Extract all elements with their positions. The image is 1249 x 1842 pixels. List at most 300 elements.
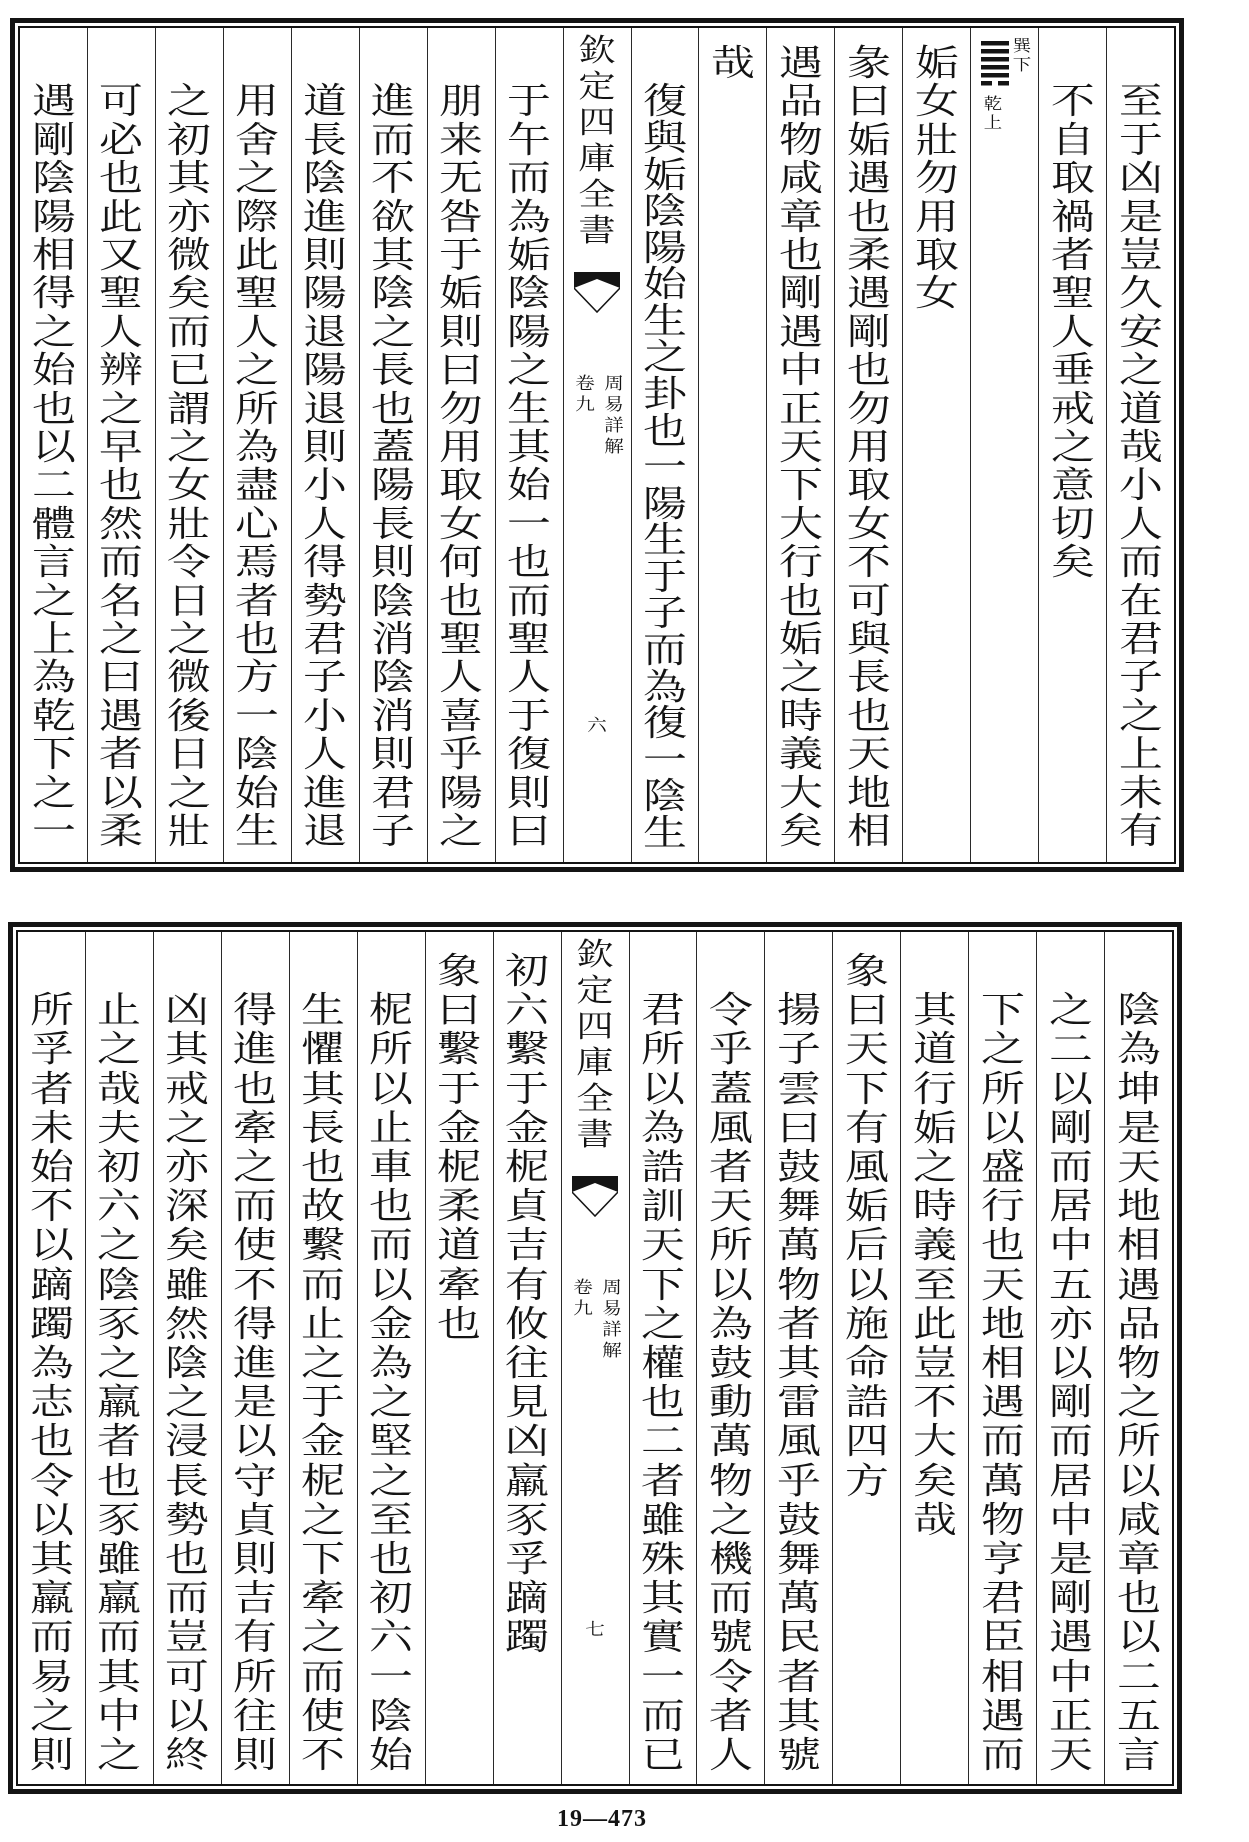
- glyph: 者: [776, 1656, 821, 1698]
- glyph: 凶: [1118, 158, 1163, 200]
- glyph: 取: [914, 235, 959, 276]
- glyph: 實: [641, 1617, 685, 1659]
- glyph: 中: [1048, 1656, 1093, 1698]
- glyph: 令: [167, 542, 212, 584]
- hexagram-yang-line: [981, 57, 1009, 62]
- column-text: [901, 932, 968, 1784]
- glyph: 之: [439, 811, 484, 852]
- glyph: 書: [578, 213, 616, 249]
- glyph: 進: [303, 196, 348, 238]
- center-strip: [562, 932, 630, 1784]
- glyph: 曰: [99, 657, 144, 699]
- glyph: 長: [371, 350, 416, 392]
- glyph: 周: [601, 1278, 622, 1298]
- glyph: 止: [97, 990, 142, 1032]
- glyph: 金: [369, 1303, 414, 1345]
- classic-text-column: [494, 932, 562, 1784]
- glyph: 貞: [233, 1499, 278, 1541]
- glyph: 姤: [507, 235, 552, 276]
- glyph: 曰: [507, 811, 552, 852]
- glyph: 柅: [301, 1460, 346, 1502]
- commentary-text-column: [88, 28, 156, 862]
- column-text: [292, 28, 359, 862]
- glyph: 姤: [844, 1186, 889, 1228]
- glyph: 女: [167, 465, 212, 507]
- glyph: 也: [369, 1186, 414, 1228]
- glyph: 繫: [437, 1029, 482, 1071]
- glyph: 六: [369, 1617, 414, 1659]
- glyph: 而: [369, 1225, 414, 1267]
- glyph: 也: [235, 619, 280, 660]
- commentary-text-column: [496, 28, 564, 862]
- glyph: 全: [578, 177, 616, 213]
- glyph: 也: [233, 1068, 278, 1110]
- glyph: 而: [507, 580, 552, 622]
- glyph: 以: [369, 1068, 414, 1110]
- column-text: [494, 932, 561, 1784]
- glyph: 生: [643, 812, 687, 854]
- glyph: 后: [844, 1225, 889, 1267]
- glyph: 小: [1118, 465, 1163, 507]
- glyph: 躅: [505, 1617, 550, 1659]
- glyph: 行: [980, 1186, 1025, 1228]
- glyph: 則: [371, 734, 416, 776]
- column-text: [428, 28, 495, 862]
- glyph: 曰: [439, 350, 484, 392]
- glyph: 長: [301, 1107, 346, 1149]
- glyph: 亦: [1048, 1303, 1093, 1345]
- glyph: 詳: [601, 1320, 622, 1340]
- glyph: 大: [912, 1421, 957, 1463]
- glyph: 无: [439, 158, 484, 200]
- glyph: 之: [778, 657, 823, 699]
- glyph: 早: [99, 427, 144, 468]
- glyph: 勢: [165, 1499, 210, 1541]
- glyph: 解: [601, 1341, 622, 1361]
- glyph: 女: [439, 503, 484, 545]
- commentary-text-column: [969, 932, 1037, 1784]
- glyph: 五: [1116, 1695, 1161, 1737]
- glyph: 以: [1048, 1343, 1093, 1384]
- glyph: 也: [980, 1225, 1025, 1267]
- glyph: 牽: [233, 1107, 278, 1149]
- glyph: 令: [708, 1656, 753, 1698]
- glyph: 陽: [507, 311, 552, 353]
- glyph: 而: [97, 1617, 142, 1659]
- glyph: 不: [1050, 81, 1095, 123]
- glyph: 人: [303, 734, 348, 776]
- glyph: 之: [235, 350, 280, 392]
- glyph: 陰: [643, 191, 687, 233]
- glyph: 喜: [439, 695, 484, 737]
- glyph: 下: [778, 465, 823, 507]
- glyph: 聖: [235, 273, 280, 315]
- glyph: 而: [1118, 542, 1163, 584]
- glyph: 陽: [643, 483, 687, 525]
- glyph: 豈: [165, 1617, 210, 1659]
- hexagram-upper-trigram-label: [981, 96, 1005, 134]
- glyph: 取: [439, 465, 484, 507]
- glyph: 後: [167, 695, 212, 737]
- glyph: 退: [303, 388, 348, 430]
- commentary-text-column: [697, 932, 765, 1784]
- glyph: 地: [1116, 1186, 1161, 1228]
- glyph: 陽: [303, 350, 348, 392]
- glyph: 也: [846, 350, 891, 392]
- glyph: 故: [301, 1186, 346, 1228]
- glyph: 為: [507, 196, 552, 238]
- glyph: 誥: [641, 1147, 685, 1188]
- glyph: 進: [233, 1029, 278, 1071]
- glyph: 陽: [371, 465, 416, 507]
- glyph: 陰: [165, 1343, 210, 1384]
- glyph: 之: [301, 1343, 346, 1384]
- glyph: 哉: [97, 1068, 142, 1110]
- glyph: 風: [776, 1421, 821, 1463]
- glyph: 姤: [778, 619, 823, 660]
- glyph: 而: [980, 1421, 1025, 1463]
- page-reference: 19—473: [557, 1806, 647, 1832]
- glyph: 誥: [844, 1382, 889, 1424]
- glyph: 施: [844, 1303, 889, 1345]
- glyph: 庫: [576, 1045, 614, 1081]
- hexagram-yang-line: [981, 65, 1009, 70]
- glyph: 然: [99, 503, 144, 545]
- glyph: 不: [371, 158, 416, 200]
- glyph: 之: [97, 1225, 142, 1267]
- glyph: 微: [167, 657, 212, 699]
- glyph: 復: [643, 81, 687, 123]
- glyph: 哉: [912, 1499, 957, 1541]
- glyph: 中: [778, 350, 823, 392]
- glyph: 萬: [980, 1460, 1025, 1502]
- glyph: 進: [371, 81, 416, 123]
- glyph: 之: [31, 772, 76, 814]
- glyph: 訓: [641, 1186, 685, 1228]
- book-title: [601, 1280, 623, 1364]
- gou-hexagram-figure: [981, 40, 1009, 90]
- glyph: 以: [980, 1107, 1025, 1149]
- glyph: 不: [912, 1382, 957, 1424]
- glyph: 君: [980, 1578, 1025, 1620]
- glyph: 而: [99, 542, 144, 584]
- glyph: 止: [301, 1303, 346, 1345]
- glyph: 心: [235, 503, 280, 545]
- glyph: 止: [369, 1107, 414, 1149]
- glyph: 子: [303, 657, 348, 699]
- glyph: 品: [778, 81, 823, 123]
- glyph: 来: [439, 119, 484, 161]
- glyph: 所: [1116, 1421, 1161, 1463]
- glyph: 懼: [301, 1029, 346, 1071]
- glyph: 中: [1048, 1499, 1093, 1541]
- glyph: 命: [844, 1343, 889, 1384]
- glyph: 聖: [507, 619, 552, 660]
- glyph: 日: [167, 734, 212, 776]
- glyph: 之: [233, 1147, 278, 1188]
- column-text: [969, 932, 1036, 1784]
- glyph: 然: [165, 1303, 210, 1345]
- glyph: 貞: [505, 1186, 550, 1228]
- glyph: 二: [1048, 1029, 1093, 1071]
- glyph: 盛: [980, 1147, 1025, 1188]
- glyph: 勿: [914, 158, 959, 200]
- glyph: 至: [369, 1499, 414, 1541]
- glyph: 上: [983, 113, 1003, 132]
- glyph: 羸: [97, 1578, 142, 1620]
- glyph: 姤: [643, 154, 687, 196]
- glyph: 卦: [643, 373, 687, 415]
- glyph: 始: [369, 1735, 414, 1776]
- glyph: 之: [507, 350, 552, 392]
- glyph: 陰: [371, 273, 416, 315]
- glyph: 章: [1116, 1539, 1161, 1580]
- glyph: 壯: [167, 503, 212, 545]
- column-text: [699, 28, 766, 862]
- glyph: 遇: [31, 81, 76, 123]
- glyph: 雖: [641, 1499, 685, 1541]
- commentary-text-column: [154, 932, 222, 1784]
- glyph: 矣: [912, 1460, 957, 1502]
- glyph: 得: [303, 542, 348, 584]
- glyph: 鼓: [708, 1343, 753, 1384]
- glyph: 已: [641, 1735, 685, 1776]
- glyph: 剛: [31, 119, 76, 161]
- glyph: 者: [97, 1421, 142, 1463]
- glyph: 者: [235, 580, 280, 622]
- glyph: 垂: [1050, 350, 1095, 392]
- glyph: 陰: [643, 776, 687, 818]
- glyph: 舞: [776, 1539, 821, 1580]
- glyph: 于: [507, 695, 552, 737]
- glyph: 章: [778, 196, 823, 238]
- glyph: 剛: [1048, 1107, 1093, 1149]
- glyph: 者: [29, 1068, 74, 1110]
- glyph: 卷: [574, 374, 595, 394]
- glyph: 四: [844, 1421, 889, 1463]
- glyph: 是: [233, 1382, 278, 1424]
- glyph: 剛: [1048, 1578, 1093, 1620]
- glyph: 則: [29, 1735, 74, 1776]
- glyph: 柅: [369, 990, 414, 1032]
- glyph: 相: [846, 811, 891, 852]
- glyph: 相: [980, 1343, 1025, 1384]
- classic-text-column: [833, 932, 901, 1784]
- glyph: 也: [641, 1382, 685, 1424]
- glyph: 遇: [1048, 1617, 1093, 1659]
- glyph: 者: [708, 1147, 753, 1188]
- column-text: [767, 28, 834, 862]
- column-text: [358, 932, 425, 1784]
- glyph: 則: [371, 542, 416, 584]
- glyph: 小: [303, 695, 348, 737]
- glyph: 在: [1118, 580, 1163, 622]
- glyph: 金: [505, 1107, 550, 1149]
- glyph: 朋: [439, 81, 484, 123]
- glyph: 之: [641, 1303, 685, 1345]
- glyph: 之: [912, 1147, 957, 1188]
- glyph: 遇: [980, 1695, 1025, 1737]
- glyph: 勢: [303, 580, 348, 622]
- glyph: 地: [980, 1303, 1025, 1345]
- glyph: 人: [708, 1735, 753, 1776]
- commentary-text-column: [360, 28, 428, 862]
- glyph: 其: [167, 158, 212, 200]
- glyph: 為: [29, 1343, 74, 1384]
- column-text: [18, 932, 85, 1784]
- glyph: 君: [303, 619, 348, 660]
- commentary-text-column: [1107, 28, 1174, 862]
- glyph: 為: [1116, 1029, 1161, 1071]
- glyph: 巽: [1012, 36, 1032, 55]
- glyph: 金: [437, 1107, 482, 1149]
- glyph: 矣: [167, 273, 212, 315]
- glyph: 義: [912, 1225, 957, 1267]
- glyph: 至: [1118, 81, 1163, 123]
- glyph: 聖: [99, 273, 144, 315]
- glyph: 之: [97, 1735, 142, 1776]
- glyph: 陽: [303, 273, 348, 315]
- glyph: 其: [371, 235, 416, 276]
- glyph: 九: [574, 395, 595, 415]
- glyph: 消: [371, 619, 416, 660]
- glyph: 卷: [572, 1278, 593, 1298]
- glyph: 之: [165, 1107, 210, 1149]
- glyph: 之: [371, 311, 416, 353]
- glyph: 用: [846, 427, 891, 468]
- glyph: 亦: [167, 196, 212, 238]
- glyph: 車: [369, 1147, 414, 1188]
- glyph: 矣: [165, 1225, 210, 1267]
- glyph: 一: [643, 447, 687, 489]
- column-text: [290, 932, 357, 1784]
- commentary-text-column: [1037, 932, 1105, 1784]
- glyph: 以: [1116, 1460, 1161, 1502]
- commentary-text-column: [222, 932, 290, 1784]
- glyph: 五: [1048, 1264, 1093, 1306]
- glyph: 全: [576, 1081, 614, 1117]
- glyph: 初: [167, 119, 212, 161]
- commentary-text-column: [290, 932, 358, 1784]
- glyph: 而: [507, 158, 552, 200]
- glyph: 大: [778, 503, 823, 545]
- glyph: 遇: [99, 695, 144, 737]
- glyph: 下: [844, 1068, 889, 1110]
- glyph: 曰: [776, 1107, 821, 1149]
- column-text: [88, 28, 155, 862]
- glyph: 令: [708, 990, 753, 1032]
- glyph: 而: [29, 1617, 74, 1659]
- column-text: [833, 932, 900, 1784]
- glyph: 子: [371, 811, 416, 852]
- glyph: 陰: [1116, 990, 1161, 1032]
- glyph: 雖: [97, 1539, 142, 1580]
- glyph: 復: [507, 734, 552, 776]
- column-text: [224, 28, 291, 862]
- glyph: 義: [778, 734, 823, 776]
- glyph: 者: [1050, 235, 1095, 276]
- glyph: 詳: [603, 416, 624, 436]
- glyph: 必: [99, 119, 144, 161]
- glyph: 往: [505, 1343, 550, 1384]
- glyph: 始: [29, 1147, 74, 1188]
- glyph: 所: [233, 1656, 278, 1698]
- glyph: 方: [235, 657, 280, 699]
- glyph: 之: [235, 158, 280, 200]
- glyph: 也: [846, 196, 891, 238]
- glyph: 之: [708, 1499, 753, 1541]
- glyph: 陰: [371, 657, 416, 699]
- glyph: 長: [371, 503, 416, 545]
- glyph: 下: [31, 734, 76, 776]
- glyph: 二: [1116, 1656, 1161, 1698]
- glyph: 則: [303, 235, 348, 276]
- glyph: 而: [165, 1578, 210, 1620]
- glyph: 以: [844, 1264, 889, 1306]
- glyph: 也: [846, 695, 891, 737]
- glyph: 人: [439, 657, 484, 699]
- column-text: [630, 932, 697, 1784]
- glyph: 道: [1118, 388, 1163, 430]
- glyph: 始: [235, 772, 280, 814]
- collection-title: [564, 33, 631, 252]
- glyph: 姤: [914, 43, 959, 84]
- glyph: 戒: [165, 1068, 210, 1110]
- glyph: 乾: [31, 695, 76, 737]
- glyph: 吉: [505, 1225, 550, 1267]
- glyph: 之: [1118, 350, 1163, 392]
- glyph: 之: [97, 1029, 142, 1071]
- glyph: 時: [778, 695, 823, 737]
- glyph: 可: [165, 1656, 210, 1698]
- glyph: 之: [1118, 695, 1163, 737]
- glyph: 也: [439, 580, 484, 622]
- glyph: 也: [1116, 1578, 1161, 1620]
- commentary-text-column: [224, 28, 292, 862]
- glyph: 天: [1048, 1735, 1093, 1776]
- glyph: 萬: [776, 1225, 821, 1267]
- glyph: 于: [1118, 119, 1163, 161]
- glyph: 權: [641, 1343, 685, 1384]
- glyph: 風: [844, 1147, 889, 1188]
- glyph: 不: [301, 1735, 346, 1776]
- glyph: 欲: [371, 196, 416, 238]
- commentary-text-column: [428, 28, 496, 862]
- hexagram-yang-line: [981, 41, 1009, 46]
- glyph: 曰: [437, 990, 482, 1032]
- glyph: 其: [97, 1656, 142, 1698]
- glyph: 大: [778, 772, 823, 814]
- glyph: 勿: [846, 388, 891, 430]
- glyph: 可: [846, 580, 891, 622]
- glyph: 之: [1116, 1382, 1161, 1424]
- glyph: 禍: [1050, 196, 1095, 238]
- glyph: 遇: [846, 273, 891, 315]
- glyph: 未: [1118, 772, 1163, 814]
- glyph: 矣: [1050, 542, 1095, 584]
- glyph: 生: [301, 990, 346, 1032]
- glyph: 陰: [31, 158, 76, 200]
- glyph: 切: [1050, 503, 1095, 545]
- lower-leaf: [8, 922, 1182, 1794]
- glyph: 之: [167, 81, 212, 123]
- glyph: 于: [301, 1382, 346, 1424]
- glyph: 書: [576, 1117, 614, 1153]
- glyph: 壯: [167, 811, 212, 852]
- glyph: 二: [641, 1421, 685, 1463]
- center-strip: [564, 28, 632, 862]
- glyph: 正: [778, 388, 823, 430]
